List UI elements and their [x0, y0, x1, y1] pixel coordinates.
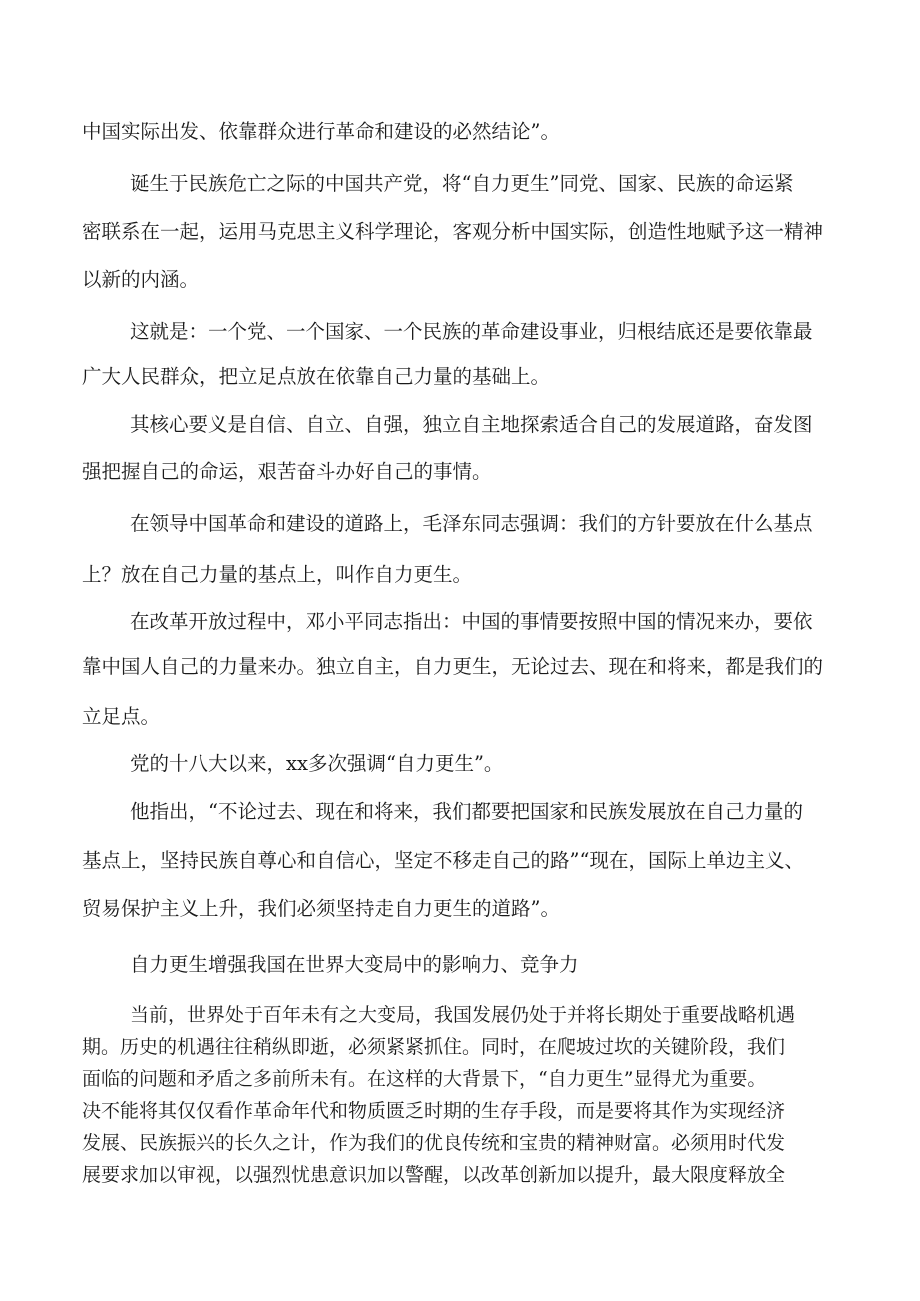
paragraph-line: 贸易保护主义上升，我们必须坚持走自力更生的道路”。 [82, 897, 560, 920]
paragraph-line: 强把握自己的命运，艰苦奋斗办好自己的事情。 [82, 460, 492, 483]
paragraph-line: 当前，世界处于百年未有之大变局，我国发展仍处于并将长期处于重要战略机遇 [130, 1004, 796, 1026]
paragraph-line: 这就是：一个党、一个国家、一个民族的革命建设事业，归根结底还是要依靠最 [130, 320, 813, 343]
paragraph-line: 广大人民群众，把立足点放在依靠自己力量的基础上。 [82, 365, 551, 388]
paragraph-line: 上？放在自己力量的基点上，叫作自力更生。 [82, 563, 473, 586]
paragraph-line: 面临的问题和矛盾之多前所未有。在这样的大背景下，“自力更生”显得尤为重要。 [82, 1068, 767, 1090]
paragraph-line: 在改革开放过程中，邓小平同志指出：中国的事情要按照中国的情况来办，要依 [130, 610, 813, 633]
paragraph-line: 其核心要义是自信、自立、自强，独立自主地探索适合自己的发展道路，奋发图 [130, 413, 813, 436]
paragraph-line: 密联系在一起，运用马克思主义科学理论，客观分析中国实际，创造性地赋予这一精神 [82, 220, 824, 243]
paragraph-line: 靠中国人自己的力量来办。独立自主，自力更生，无论过去、现在和将来，都是我们的 [82, 655, 824, 678]
paragraph-line: 决不能将其仅仅看作革命年代和物质匮乏时期的生存手段，而是要将其作为实现经济 [82, 1100, 786, 1122]
paragraph-line: 基点上，坚持民族自尊心和自信心，坚定不移走自己的路”“现在，国际上单边主义、 [82, 849, 804, 872]
paragraph-line: 中国实际出发、依靠群众进行革命和建设的必然结论”。 [82, 120, 560, 143]
paragraph-line: 立足点。 [82, 705, 161, 728]
paragraph-line: 以新的内涵。 [82, 268, 200, 291]
paragraph-line: 党的十八大以来，xx多次强调“自力更生”。 [130, 752, 504, 775]
paragraph-line: 展要求加以审视，以强烈忧患意识加以警醒，以改革创新加以提升，最大限度释放全 [82, 1164, 786, 1186]
paragraph-line: 他指出，“不论过去、现在和将来，我们都要把国家和民族发展放在自己力量的 [130, 800, 803, 823]
paragraph-line: 发展、民族振兴的长久之计，作为我们的优良传统和宝贵的精神财富。必须用时代发 [82, 1132, 786, 1154]
paragraph-line: 诞生于民族危亡之际的中国共产党，将“自力更生”同党、国家、民族的命运紧 [130, 172, 794, 195]
paragraph-line: 期。历史的机遇往往稍纵即逝，必须紧紧抓住。同时，在爬坡过坎的关键阶段，我们 [82, 1036, 786, 1058]
paragraph-line: 在领导中国革命和建设的道路上，毛泽东同志强调：我们的方针要放在什么基点 [130, 512, 813, 535]
section-heading: 自力更生增强我国在世界大变局中的影响力、竞争力 [130, 953, 579, 976]
